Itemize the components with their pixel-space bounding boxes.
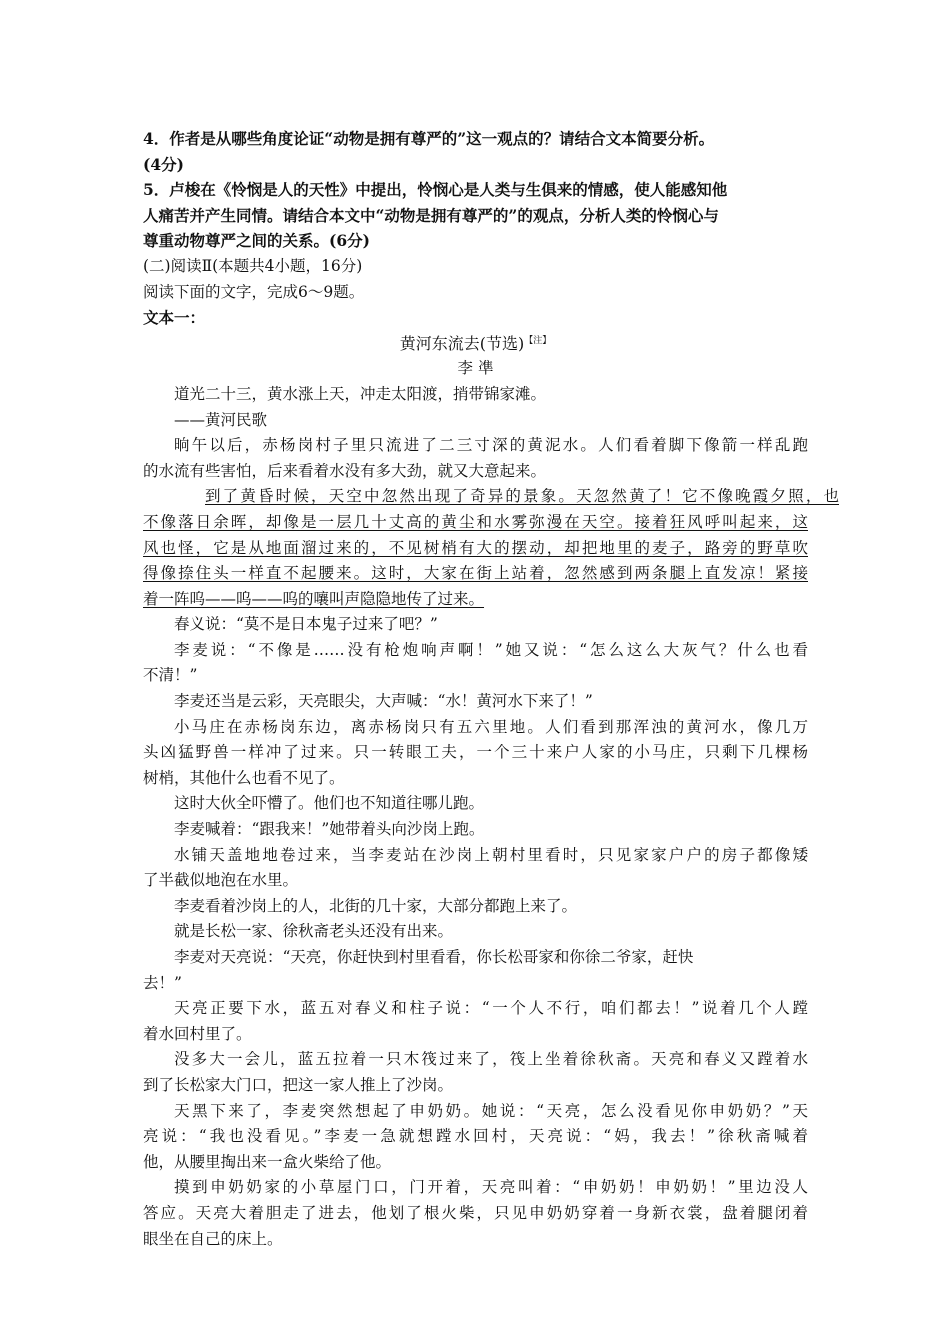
article-epigraph-source: ——黄河民歌 [174, 410, 268, 429]
underlined-text: 不像落日余晖，却像是一层几十丈高的黄尘和水雾弥漫在天空。接着狂风呼叫起来，这 [143, 512, 808, 531]
question-4-line-2: (4分) [143, 154, 184, 174]
underlined-text: 风也怪，它是从地面溜过来的，不见树梢有大的摆动，却把地里的麦子，路旁的野草吹 [143, 538, 808, 557]
article-paragraph-line [143, 536, 808, 562]
article-paragraph-line [143, 484, 839, 510]
article-paragraph-line: 这时大伙全吓懵了。他们也不知道往哪儿跑。 [174, 794, 485, 813]
article-paragraph-line: 了半截似地泡在水里。 [143, 871, 299, 890]
article-paragraph-line: 头凶猛野兽一样冲了过来。只一转眼工夫，一个三十来户人家的小马庄，只剩下几棵杨 [143, 743, 808, 762]
text-label: 文本一： [143, 308, 206, 328]
article-paragraph-line: 李麦对天亮说：“天亮，你赶快到村里看看，你长松哥家和你徐二爷家，赶快 [174, 948, 694, 966]
article-paragraph-line: 李麦看着沙岗上的人，北街的几十家，大部分都跑上来了。 [174, 896, 578, 915]
section-heading: (二)阅读Ⅱ(本题共4小题，16分) [143, 256, 363, 275]
article-paragraph-line: 摸到申奶奶家的小草屋门口，门开着，天亮叫着：“申奶奶！申奶奶！”里边没人 [174, 1178, 808, 1197]
article-paragraph-line: 的水流有些害怕，后来看着水没有多大劲，就又大意起来。 [143, 461, 547, 480]
question-4-line-1: 4．作者是从哪些角度论证“动物是拥有尊严的”这一观点的？请结合文本简要分析。 [143, 129, 715, 148]
article-paragraph-line: 树梢，其他什么也看不见了。 [143, 768, 345, 787]
question-5-line-2: 人痛苦并产生同情。请结合本文中“动物是拥有尊严的”的观点，分析人类的怜悯心与 [143, 205, 719, 225]
article-paragraph-line: 去！” [143, 973, 182, 992]
article-paragraph-line: 春义说：“莫不是日本鬼子过来了吧？” [174, 615, 438, 634]
article-epigraph: 道光二十三，黄水涨上天，冲走太阳渡，捎带锦家滩。 [174, 384, 547, 403]
article-paragraph-line: 晌午以后，赤杨岗村子里只流进了二三寸深的黄泥水。人们看着脚下像箭一样乱跑 [174, 436, 808, 455]
article-paragraph-line [143, 587, 808, 613]
article-paragraph-line [143, 561, 808, 587]
article-paragraph-line: 天黑下来了，李麦突然想起了申奶奶。她说：“天亮，怎么没看见你申奶奶？”天 [174, 1101, 808, 1120]
underlined-text: 着一阵呜——呜——呜的嚷叫声隐隐地传了过来。 [143, 589, 485, 608]
article-paragraph-line: 眼坐在自己的床上。 [143, 1229, 283, 1248]
article-paragraph-line: 他，从腰里掏出来一盒火柴给了他。 [143, 1152, 392, 1171]
article-paragraph-line: 亮说：“我也没看见。”李麦一急就想蹚水回村，天亮说：“妈，我去！”徐秋斋喊着 [143, 1127, 808, 1146]
underlined-text: 得像捺住头一样直不起腰来。这时，大家在街上站着，忽然感到两条腿上直发凉！紧接 [143, 564, 808, 583]
article-paragraph-line: 着水回村里了。 [143, 1024, 252, 1043]
article-paragraph-line: 小马庄在赤杨岗东边，离赤杨岗只有五六里地。人们看到那浑浊的黄河水，像几万 [174, 717, 808, 736]
article-paragraph-line: 答应。天亮大着胆走了进去，他划了根火柴，只见申奶奶穿着一身新衣裳，盘着腿闭着 [143, 1203, 808, 1222]
article-paragraph-line: 天亮正要下水，蓝五对春义和柱子说：“一个人不行，咱们都去！”说着几个人蹚 [174, 999, 808, 1018]
question-5-line-3: 尊重动物尊严之间的关系。(6分) [143, 231, 370, 251]
article-paragraph-line: 到了长松家大门口，把这一家人推上了沙岗。 [143, 1075, 454, 1094]
underlined-text: 到了黄昏时候，天空中忽然出现了奇异的景象。天忽然黄了！它不像晚霞夕照，也 [205, 487, 839, 506]
article-author: 李 凖 [457, 359, 494, 378]
article-paragraph-line: 没多大一会儿，蓝五拉着一只木筏过来了，筏上坐着徐秋斋。天亮和春义又蹚着水 [174, 1050, 808, 1069]
article-paragraph-line [143, 510, 808, 536]
article-paragraph-line: 李麦说：“不像是……没有枪炮响声啊！”她又说：“怎么这么大灰气？什么也看 [174, 640, 808, 659]
question-5-line-1: 5．卢梭在《怜悯是人的天性》中提出，怜悯心是人类与生俱来的情感，使人能感知他 [143, 180, 728, 200]
section-instruction: 阅读下面的文字，完成6～9题。 [143, 282, 365, 301]
article-title [143, 331, 808, 357]
article-paragraph-line: 李麦喊着：“跟我来！”她带着头向沙岗上跑。 [174, 820, 485, 839]
article-paragraph-line: 李麦还当是云彩，天亮眼尖，大声喊：“水！黄河水下来了！” [174, 692, 593, 711]
article-title-text: 黄河东流去(节选) [399, 333, 525, 353]
article-body [143, 433, 839, 1252]
article-paragraph-line: 就是长松一家、徐秋斋老头还没有出来。 [174, 922, 454, 941]
article-paragraph-line: 不清！” [143, 666, 198, 685]
article-paragraph-line: 水铺天盖地地卷过来，当李麦站在沙岗上朝村里看时，只见家家户户的房子都像矮 [174, 845, 808, 864]
document-page [143, 126, 839, 1252]
article-title-note: 【注】 [524, 335, 552, 346]
